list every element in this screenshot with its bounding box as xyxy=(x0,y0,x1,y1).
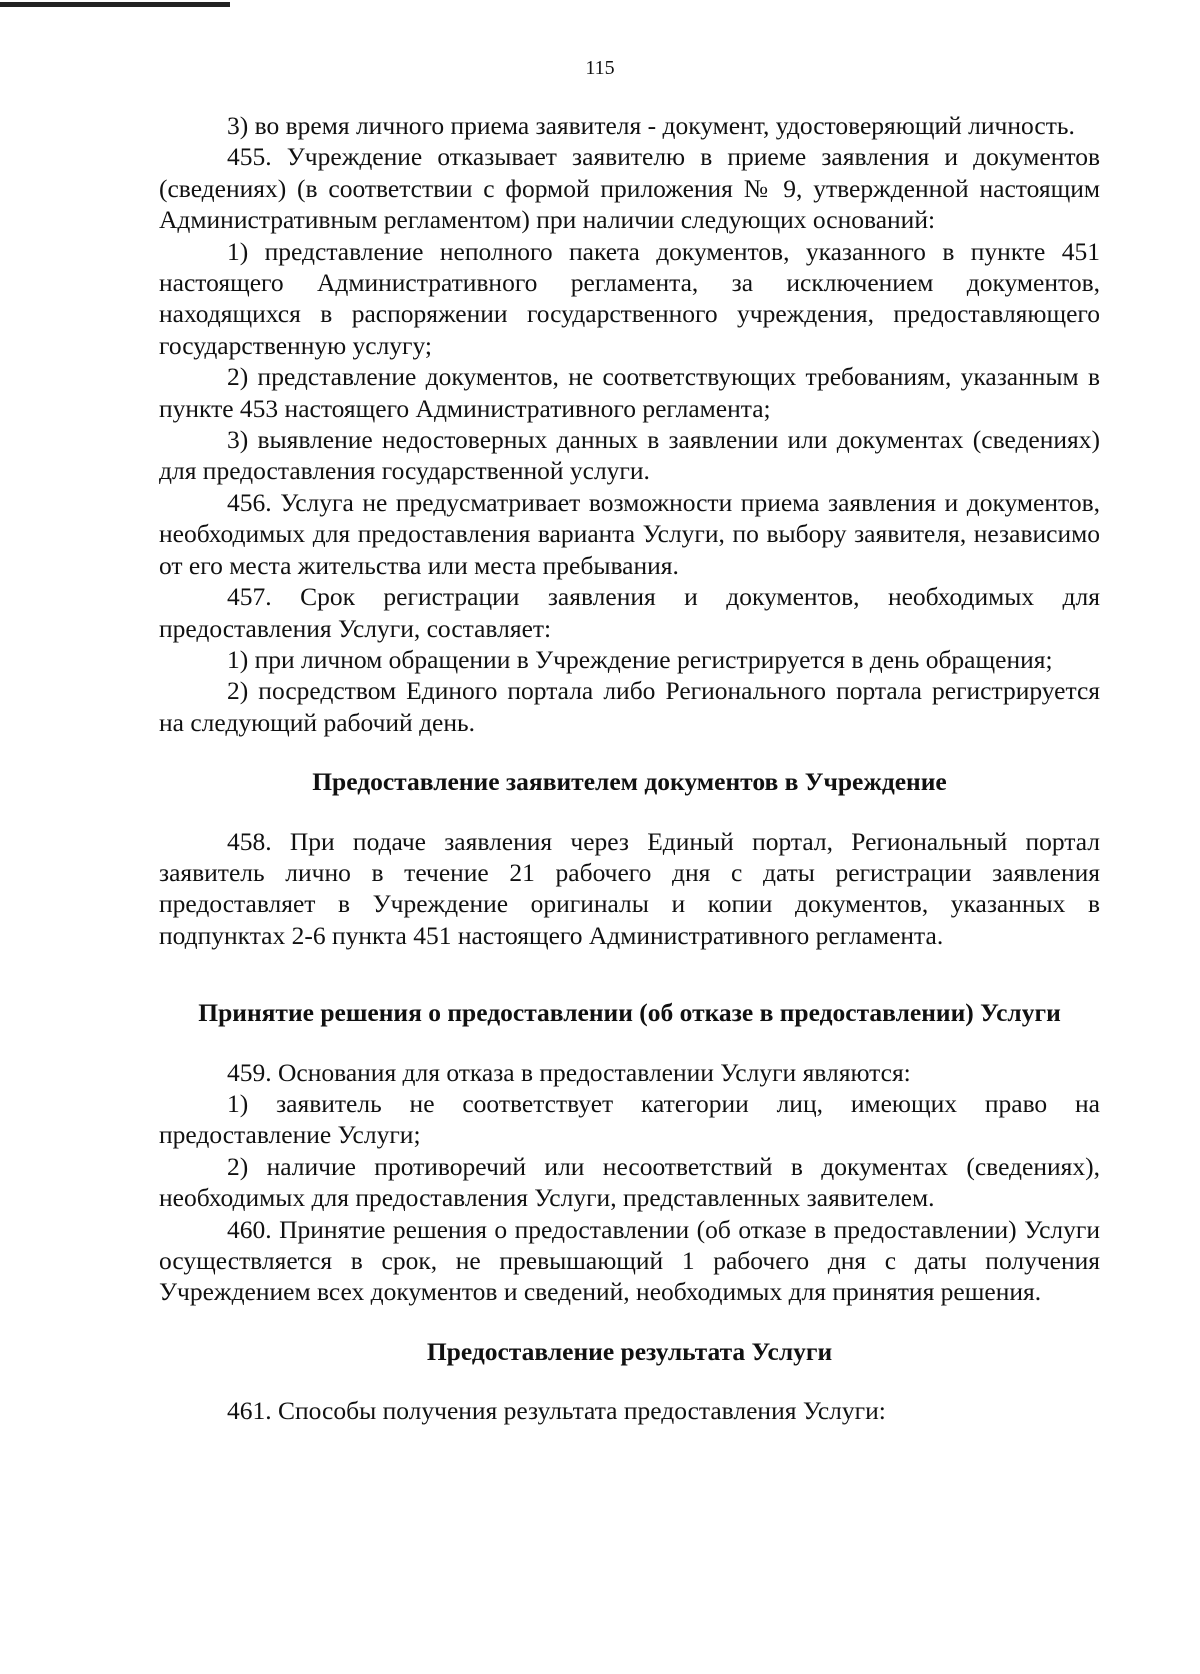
paragraph-455: 455. Учреждение отказывает заявителю в приеме заявления и документов (сведениях) (в соответствии с формой приложения № 9, утвержденной настоящим Административным регламентом) при наличии следующих оснований: xyxy=(159,142,1100,235)
paragraph-455-item-3: 3) выявление недостоверных данных в заявлении или документах (сведениях) для предоставления государственной услуги. xyxy=(159,425,1100,486)
paragraph-460: 460. Принятие решения о предоставлении (об отказе в предоставлении) Услуги осуществляется в срок, не превышающий 1 рабочего дня с даты получения Учреждением всех документов и сведений, необходимых для принятия решения. xyxy=(159,1214,1100,1307)
paragraph-457-item-1: 1) при личном обращении в Учреждение регистрируется в день обращения; xyxy=(227,644,1053,674)
paragraph-459-item-1: 1) заявитель не соответствует категории лиц, имеющих право на предоставление Услуги; xyxy=(159,1088,1100,1150)
section-heading-documents-submission: Предоставление заявителем документов в Учреждение xyxy=(312,767,947,797)
paragraph-461: 461. Способы получения результата предоставления Услуги: xyxy=(227,1396,886,1426)
top-edge-rule xyxy=(0,2,230,7)
paragraph-458: 458. При подаче заявления через Единый портал, Региональный портал заявитель лично в течение 21 рабочего дня с даты регистрации заявления предоставляет в Учреждение оригиналы и копии документов, указанных в подпунктах 2-6 пункта 451 настоящего Административного регламента. xyxy=(159,826,1100,950)
paragraph-455-item-1: 1) представление неполного пакета документов, указанного в пункте 451 настоящего Административного регламента, за исключением документов, находящихся в распоряжении государственного учреждения, предоставляющего государственную услугу; xyxy=(159,236,1100,360)
paragraph-456: 456. Услуга не предусматривает возможности приема заявления и документов, необходимых для предоставления варианта Услуги, по выбору заявителя, независимо от его места жительства или места пребывания. xyxy=(159,487,1100,580)
section-heading-result: Предоставление результата Услуги xyxy=(426,1336,833,1366)
document-body xyxy=(159,110,1100,1427)
paragraph-item-3-identity: 3) во время личного приема заявителя - документ, удостоверяющий личность. xyxy=(227,111,1075,140)
page-number: 115 xyxy=(585,57,615,79)
paragraph-459-item-2: 2) наличие противоречий или несоответствий в документах (сведениях), необходимых для предоставления Услуги, представленных заявителем. xyxy=(159,1151,1100,1213)
paragraph-457: 457. Срок регистрации заявления и документов, необходимых для предоставления Услуги, составляет: xyxy=(159,582,1100,643)
section-heading-decision: Принятие решения о предоставлении (об отказе в предоставлении) Услуги xyxy=(198,998,1061,1028)
paragraph-457-item-2: 2) посредством Единого портала либо Регионального портала регистрируется на следующий рабочий день. xyxy=(159,676,1100,737)
paragraph-455-item-2: 2) представление документов, не соответствующих требованиям, указанным в пункте 453 настоящего Административного регламента; xyxy=(159,362,1100,423)
paragraph-459: 459. Основания для отказа в предоставлении Услуги являются: xyxy=(227,1057,911,1087)
